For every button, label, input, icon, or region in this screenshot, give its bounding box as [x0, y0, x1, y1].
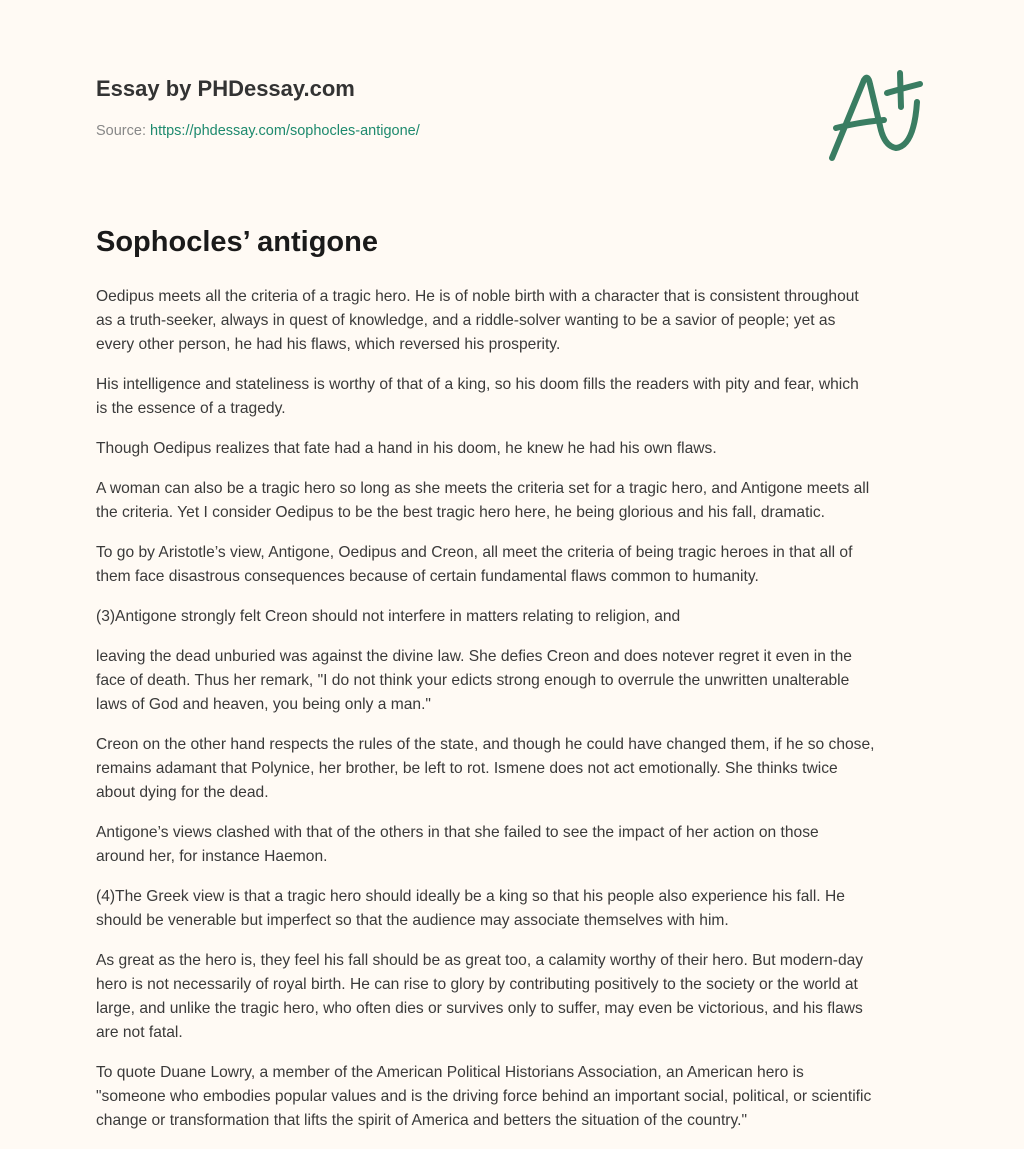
paragraph-line: To quote Duane Lowry, a member of the American Political Historians Association, an American hero is — [96, 1064, 804, 1081]
paragraph-line: change or transformation that lifts the spirit of America and betters the situation of the country." — [96, 1112, 747, 1129]
essay-body — [96, 285, 936, 1149]
paragraph-line: To go by Aristotle’s view, Antigone, Oedipus and Creon, all meet the criteria of being tragic heroes in that all of — [96, 544, 853, 561]
paragraph-line: laws of God and heaven, you being only a man." — [96, 696, 431, 713]
paragraph-line: as a truth-seeker, always in quest of knowledge, and a riddle-solver wanting to be a savior of people; yet as — [96, 312, 836, 329]
essay-paragraph — [96, 949, 936, 1045]
source-line — [96, 123, 420, 139]
paragraph-line: leaving the dead unburied was against the divine law. She defies Creon and does notever regret it even in the — [96, 648, 852, 665]
paragraph-line: A woman can also be a tragic hero so long as she meets the criteria set for a tragic hero, and Antigone meets all — [96, 480, 870, 497]
paragraph-line: should be venerable but imperfect so that the audience may associate themselves with him. — [96, 912, 729, 929]
paragraph-line: them face disastrous consequences because of certain fundamental flaws common to humanity. — [96, 568, 759, 585]
essay-paragraph — [96, 541, 936, 589]
paragraph-line: is the essence of a tragedy. — [96, 400, 286, 417]
paragraph-line: large, and unlike the tragic hero, who often dies or survives only to suffer, may even be victorious, and his flaws — [96, 1000, 863, 1017]
essay-paragraph — [96, 821, 936, 869]
essay-paragraph — [96, 285, 936, 357]
paragraph-line: Oedipus meets all the criteria of a tragic hero. He is of noble birth with a character that is consistent throughout — [96, 288, 859, 305]
paragraph-line: face of death. Thus her remark, "I do not think your edicts strong enough to overrule the unwritten unalterable — [96, 672, 850, 689]
paragraph-line: Though Oedipus realizes that fate had a hand in his doom, he knew he had his own flaws. — [96, 440, 717, 457]
source-label: Source: — [96, 123, 150, 139]
essay-paragraph — [96, 437, 936, 461]
paragraph-line: "someone who embodies popular values and is the driving force behind an important social, political, or scientific — [96, 1088, 872, 1105]
paragraph-line: the criteria. Yet I consider Oedipus to be the best tragic hero here, he being glorious and his fall, dramatic. — [96, 504, 825, 521]
paragraph-line: about dying for the dead. — [96, 784, 269, 801]
essay-paragraph — [96, 885, 936, 933]
paragraph-line: hero is not necessarily of royal birth. He can rise to glory by contributing positively to the society or the world at — [96, 976, 858, 993]
a-plus-logo-icon — [820, 60, 940, 170]
paragraph-line: are not fatal. — [96, 1024, 183, 1041]
paragraph-line: around her, for instance Haemon. — [96, 848, 328, 865]
paragraph-line: His intelligence and stateliness is worthy of that of a king, so his doom fills the readers with pity and fear, which — [96, 376, 859, 393]
essay-paragraph — [96, 605, 936, 629]
paragraph-line: remains adamant that Polynice, her brother, be left to rot. Ismene does not act emotionally. She thinks twice — [96, 760, 838, 777]
essay-paragraph — [96, 645, 936, 717]
essay-paragraph — [96, 477, 936, 525]
paragraph-line: Antigone’s views clashed with that of the others in that she failed to see the impact of her action on those — [96, 824, 819, 841]
essay-paragraph — [96, 373, 936, 421]
essay-title: Sophocles’ antigone — [96, 226, 378, 258]
paragraph-line: As great as the hero is, they feel his fall should be as great too, a calamity worthy of their hero. But modern-day — [96, 952, 864, 969]
paragraph-line: (4)The Greek view is that a tragic hero should ideally be a king so that his people also experience his fall. He — [96, 888, 845, 905]
source-link[interactable]: https://phdessay.com/sophocles-antigone/ — [150, 123, 420, 139]
site-title: Essay by PHDessay.com — [96, 76, 355, 101]
paragraph-line: (3)Antigone strongly felt Creon should not interfere in matters relating to religion, and — [96, 608, 681, 625]
paragraph-line: every other person, he had his flaws, which reversed his prosperity. — [96, 336, 561, 353]
paragraph-line: Creon on the other hand respects the rules of the state, and though he could have changed them, if he so chose, — [96, 736, 875, 753]
essay-paragraph — [96, 1061, 936, 1133]
essay-paragraph — [96, 733, 936, 805]
